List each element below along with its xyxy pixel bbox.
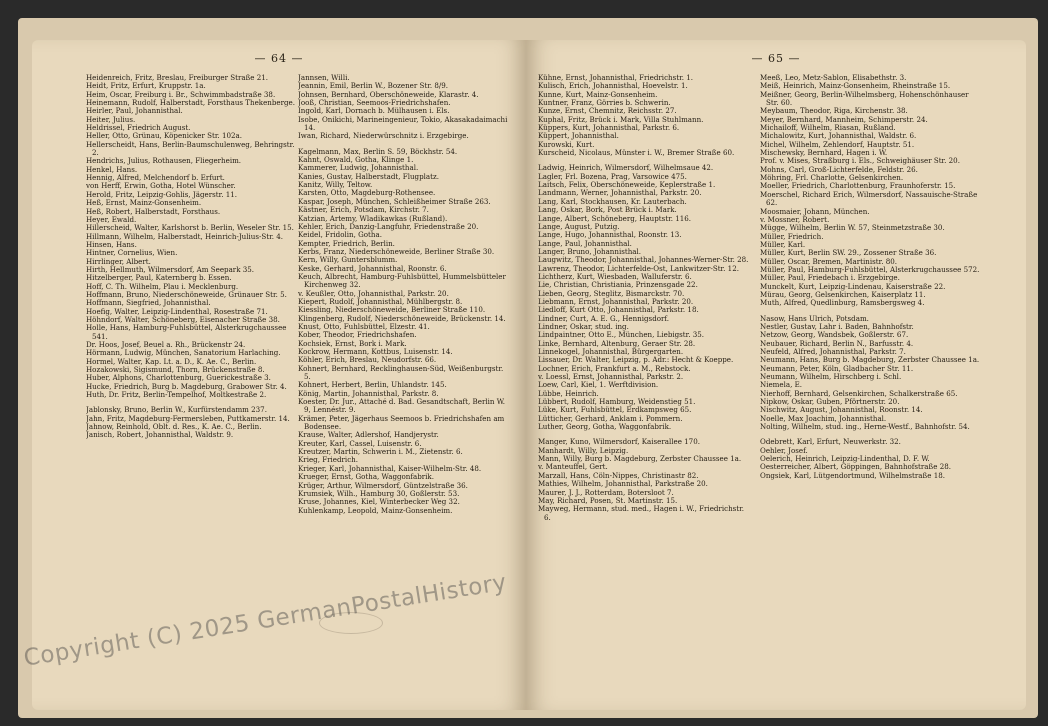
directory-entry: Hendrichs, Julius, Rothausen, Fliegerheim.	[86, 156, 242, 166]
directory-entry: Kagelmann, Max, Berlin S. 59, Böckhstr. 54.	[298, 146, 458, 156]
directory-entry: Huber, Alphons, Charlottenburg, Guerickestraße 3.	[86, 373, 271, 383]
directory-entry: Lübbe, Heinrich.	[538, 388, 599, 398]
directory-entry: Mann, Willy, Burg b. Magdeburg, Zerbster Chaussee 1a.	[538, 454, 742, 464]
directory-entry: Moeller, Friedrich, Charlottenburg, Fraunhoferstr. 15.	[760, 181, 956, 191]
directory-entry: Lüke, Kurt, Fuhlsbüttel, Erdkampsweg 65.	[538, 405, 692, 415]
directory-entry: Mügge, Wilhelm, Berlin W. 57, Steinmetzstraße 30.	[760, 223, 945, 233]
directory-entry: Hormel, Walter, Kap. Lt. a. D., K. Ae. C., Berlin.	[86, 356, 257, 366]
directory-entry: Lange, Albert, Schöneberg, Hauptstr. 116.	[538, 213, 692, 223]
directory-entry: Kulisch, Erich, Johannisthal, Hoevelstr. 1.	[538, 81, 688, 91]
directory-entry: Müller, Paul, Hamburg-Fuhlsbüttel, Alsterkrugchaussee 572.	[760, 264, 980, 274]
directory-entry: Manger, Kuno, Wilmersdorf, Kaiserallee 170.	[538, 437, 700, 447]
directory-entry: Laitsch, Felix, Oberschöneweide, Keplerstraße 1.	[538, 180, 716, 190]
directory-entry: Kanies, Gustav, Halberstadt, Flugplatz.	[298, 171, 439, 181]
directory-entry: Kohnert, Herbert, Berlin, Uhlandstr. 145.	[298, 380, 447, 390]
directory-entry: Meyer, Bernhard, Mannheim, Schimperstr. 24.	[760, 114, 928, 124]
directory-entry: Krieg, Friedrich.	[298, 455, 358, 465]
directory-entry: Kreuter, Karl, Cassel, Luisenstr. 6.	[298, 438, 422, 448]
directory-entry: Lawrenz, Theodor, Lichterfelde-Ost, Lankwitzer-Str. 12.	[538, 263, 739, 273]
directory-entry: von Herff, Erwin, Gotha, Hotel Wünscher.	[86, 181, 236, 191]
directory-entry: Kern, Willy, Guntersblumm.	[298, 255, 398, 265]
directory-entry: Kurscheid, Nicolaus, Münster i. W., Bremer Straße 60.	[538, 148, 735, 158]
directory-entry: Hirrlinger, Albert.	[86, 256, 151, 266]
directory-entry: Kanitz, Willy, Teltow.	[298, 180, 373, 190]
directory-entry: Müller, Oscar, Bremen, Martinistr. 80.	[760, 256, 898, 266]
directory-entry: Krueger, Ernst, Gotha, Waggonfabrik.	[298, 472, 434, 482]
directory-entry: Manhardt, Willy, Leipzig.	[538, 445, 629, 455]
directory-entry: Holle, Hans, Hamburg-Fuhlsbüttel, Alsterkrugchaussee 541.	[86, 323, 287, 341]
directory-entry: Neufeld, Alfred, Johannisthal, Parkstr. 7.	[760, 347, 906, 356]
directory-entry: Maurer, J. J., Rotterdam, Botersloot 7.	[538, 487, 674, 497]
directory-entry: Michel, Wilhelm, Zehlendorf, Hauptstr. 51.	[760, 139, 915, 149]
directory-entry: Meeß, Leo, Metz-Sablon, Elisabethstr. 3.	[760, 74, 907, 82]
directory-entry: Kaspar, Joseph, München, Schleißheimer Straße 263.	[298, 196, 491, 206]
directory-entry: Mathies, Wilhelm, Johannisthal, Parkstraße 20.	[538, 479, 708, 489]
directory-entry: Kahnt, Oswald, Gotha, Klinge 1.	[298, 155, 414, 165]
directory-entry: Kerbs, Franz, Niederschöneweide, Berliner Straße 30.	[298, 246, 495, 256]
directory-entry: Kiepert, Rudolf, Johannisthal, Mühlbergstr. 8.	[298, 296, 463, 306]
directory-entry: Koester, Dr. Jur., Attaché d. Bad. Gesandtschaft, Berlin W. 9, Lennéstr. 9.	[298, 397, 506, 415]
directory-entry: Moerschel, Richard Erich, Wilmersdorf, Nassauische-Straße 62.	[760, 189, 978, 208]
directory-entry: Nolting, Wilhelm, stud. ing., Herne-Westf., Bahnhofstr. 54.	[760, 422, 970, 432]
directory-entry: Krämer, Peter, Jägerhaus Seemoos b. Friedrichshafen am Bodensee.	[298, 413, 505, 432]
directory-entry: Loew, Carl, Kiel, 1. Werftdivision.	[538, 380, 659, 390]
directory-entry: Lieben, Georg, Steglitz, Bismarckstr. 70.	[538, 288, 685, 298]
directory-entry: Oehler, Josef.	[760, 445, 808, 455]
directory-entry: v. Manteuffel, Gert.	[538, 462, 608, 472]
directory-entry: Kuntner, Franz, Görries b. Schwerin.	[538, 98, 671, 108]
right-page-column-1	[538, 74, 750, 704]
directory-entry: Isobe, Onikichi, Marineingenieur, Tokio, Akasakadaimachi 14.	[298, 114, 508, 133]
directory-entry: Jablonsky, Bruno, Berlin W., Kurfürstendamm 237.	[86, 405, 267, 415]
directory-entry: Oelerich, Heinrich, Leipzig-Lindenthal, D. F. W.	[760, 454, 930, 464]
directory-entry: Müller, Kurt, Berlin SW. 29., Zossener Straße 36.	[760, 248, 937, 258]
directory-entry: Jahnow, Reinhold, Oblt. d. Res., K. Ae. C., Berlin.	[86, 422, 262, 432]
directory-entry: Odebrett, Karl, Erfurt, Neuwerkstr. 32.	[760, 437, 901, 447]
directory-entry: Linnekogel, Johannisthal, Bürgergarten.	[538, 347, 684, 356]
directory-entry: Hozakowski, Sigismund, Thorn, Brückenstraße 8.	[86, 365, 265, 375]
directory-entry: Lübbert, Rudolf, Hamburg, Weidenstieg 51.	[538, 397, 696, 407]
directory-entry: Lochner, Erich, Frankfurt a. M., Rebstock.	[538, 363, 691, 373]
directory-entry: Hillmann, Wilhelm, Halberstadt, Heinrich-Julius-Str. 4.	[86, 231, 283, 241]
directory-entry: Lang, Oskar, Bork, Post Brück i. Mark.	[538, 205, 677, 215]
directory-entry: Heidenreich, Fritz, Breslau, Freiburger Straße 21.	[86, 74, 269, 82]
directory-entry: Liebmann, Ernst, Johannisthal, Parkstr. 20.	[538, 296, 694, 306]
directory-entry: Müller, Karl.	[760, 239, 806, 249]
directory-entry: Mischewsky, Bernhard, Hagen i. W.	[760, 148, 888, 158]
directory-entry: Iwan, Richard, Niederwürschnitz i. Erzgebirge.	[298, 131, 469, 141]
directory-entry: Muth, Alfred, Quedlinburg, Ramsbergsweg 4.	[760, 298, 925, 308]
open-booklet	[18, 18, 1038, 718]
directory-entry: Küppers, Kurt, Johannisthal, Parkstr. 6.	[538, 123, 680, 133]
directory-entry: Janisch, Robert, Johannisthal, Waldstr. 9.	[86, 430, 234, 440]
directory-entry: Heiter, Julius.	[86, 114, 136, 124]
right-page-column-2	[760, 74, 982, 704]
directory-entry: Jeannin, Emil, Berlin W., Bozener Str. 8/9.	[298, 81, 449, 91]
directory-entry: Kurowski, Kurt.	[538, 139, 595, 149]
directory-entry: Kuhlenkamp, Leopold, Mainz-Gonsenheim.	[298, 505, 453, 515]
directory-entry: Keske, Gerhard, Johannisthal, Roonstr. 6.	[298, 263, 447, 273]
directory-entry: v. Loessl, Ernst, Johannisthal, Parkstr. 2.	[538, 372, 684, 382]
directory-entry: Kästner, Erich, Potsdam, Kirchstr. 7.	[298, 205, 429, 215]
directory-entry: Langer, Bruno, Johannisthal.	[538, 246, 642, 256]
directory-entry: Kockrow, Hermann, Kottbus, Luisenstr. 14.	[298, 347, 453, 356]
directory-entry: Prof. v. Mises, Straßburg i. Els., Schweighäuser Str. 20.	[760, 156, 960, 166]
directory-entry: Heidt, Fritz, Erfurt, Kruppstr. 1a.	[86, 81, 206, 91]
directory-entry: Oesterreicher, Albert, Göppingen, Bahnhofstraße 28.	[760, 462, 951, 472]
directory-entry: Hucke, Friedrich, Burg b. Magdeburg, Grabower Str. 4.	[86, 381, 287, 391]
directory-entry: König, Martin, Johannisthal, Parkstr. 8.	[298, 388, 439, 398]
directory-entry: Niemela, E.	[760, 380, 803, 390]
directory-entry: Heinemann, Rudolf, Halberstadt, Forsthaus Thekenberge.	[86, 98, 295, 108]
directory-entry: Munckelt, Kurt, Leipzig-Lindenau, Kaiserstraße 22.	[760, 281, 946, 291]
directory-entry: Krause, Walter, Adlershof, Handjerystr.	[298, 430, 439, 440]
directory-entry: Nierhoff, Bernhard, Gelsenkirchen, Schalkerstraße 65.	[760, 388, 958, 398]
directory-entry: Linke, Bernhard, Altenburg, Geraer Str. 28.	[538, 338, 696, 348]
directory-entry: Huth, Dr. Fritz, Berlin-Tempelhof, Moltkestraße 2.	[86, 390, 267, 400]
directory-entry: Krüger, Arthur, Wilmersdorf, Güntzelstraße 36.	[298, 480, 468, 490]
directory-entry: Meybaum, Theodor, Riga, Kirchenstr. 38.	[760, 106, 908, 116]
directory-entry: Lindner, Curt, A. E. G., Hennigsdorf.	[538, 313, 670, 323]
directory-entry: Hintner, Cornelius, Wien.	[86, 248, 178, 258]
directory-entry: Henkel, Hans.	[86, 164, 138, 174]
directory-entry: Heirler, Paul, Johannisthal.	[86, 106, 183, 116]
directory-entry: Karsten, Otto, Magdeburg-Rothensee.	[298, 188, 436, 198]
directory-entry: Ingold, Karl, Dornach b. Mülhausen i. Els.	[298, 106, 450, 116]
directory-entry: Mürau, Georg, Gelsenkirchen, Kaiserplatz 11.	[760, 289, 926, 299]
directory-entry: Höhndorf, Walter, Schöneberg, Eisenacher Straße 38.	[86, 314, 280, 324]
directory-entry: Mayweg, Hermann, stud. med., Hagen i. W., Friedrichstr. 6.	[538, 504, 744, 522]
directory-entry: Kunne, Kurt, Mainz-Gonsenheim.	[538, 89, 658, 99]
directory-entry: Lindner, Oskar, stud. ing.	[538, 321, 629, 331]
directory-entry: Kohnert, Bernhard, Recklinghausen-Süd, Weißenburgstr. 5.	[298, 363, 504, 382]
directory-entry: Lange, Hugo, Johannisthal, Roonstr. 13.	[538, 230, 682, 240]
directory-entry: Ladwig, Heinrich, Wilmersdorf, Wilhelmsaue 42.	[538, 163, 714, 173]
directory-entry: Hellerscheidt, Hans, Berlin-Baumschulenweg, Behringstr. 2.	[86, 139, 295, 158]
directory-entry: Lange, August, Putzig.	[538, 221, 620, 231]
right-page	[526, 40, 1026, 710]
directory-entry: Neubauer, Richard, Berlin N., Barfusstr. 4.	[760, 338, 914, 348]
copyright-watermark: Copyright (C) 2025 GermanPostalHistory	[22, 569, 509, 672]
directory-entry: Marzall, Hans, Cöln-Nippes, Christinastr 82.	[538, 470, 699, 480]
directory-entry: Michalowitz, Kurt, Johannisthal, Waldstr. 6.	[760, 131, 917, 141]
directory-entry: Hoffmann, Bruno, Niederschöneweide, Grünauer Str. 5.	[86, 289, 287, 299]
page-number-right: — 65 —	[751, 52, 801, 65]
directory-entry: Kochsiek, Ernst, Bork i. Mark.	[298, 338, 407, 348]
directory-entry: Küppert, Johannisthal.	[538, 131, 619, 141]
directory-entry: Hirth, Hellmuth, Wilmersdorf, Am Seepark 35.	[86, 264, 255, 274]
page-number-left: — 64 —	[254, 52, 304, 65]
directory-entry: Kuphal, Fritz, Brück i. Mark, Villa Stuhlmann.	[538, 114, 704, 124]
directory-entry: Klingenberg, Rudolf, Niederschöneweide, Brückenstr. 14.	[298, 313, 506, 323]
directory-entry: Jooß, Christian, Seemoos-Friedrichshafen.	[298, 98, 451, 108]
directory-entry: Lagler, Frl. Bozena, Prag, Varsowice 475.	[538, 171, 687, 181]
directory-entry: Lang, Karl, Stockhausen, Kr. Lauterbach.	[538, 196, 687, 206]
directory-entry: Kreutzer, Martin, Schwerin i. M., Zietenstr. 6.	[298, 447, 463, 457]
directory-entry: Katzian, Artemy, Wladikawkas (Rußland).	[298, 213, 448, 223]
directory-entry: Meißner, Georg, Berlin-Wilhelmsberg, Hohenschönhauser Str. 60.	[760, 89, 969, 108]
directory-entry: Nipkow, Oskar, Guben, Pförtnerstr. 20.	[760, 397, 900, 407]
directory-entry: Neumann, Hans, Burg b. Magdeburg, Zerbster Chaussee 1a.	[760, 355, 980, 365]
directory-entry: Hinsen, Hans.	[86, 239, 137, 249]
directory-entry: Knust, Otto, Fuhlsbüttel, Elzestr. 41.	[298, 321, 430, 331]
directory-entry: Krumsiek, Wilh., Hamburg 30, Goßlerstr. 53.	[298, 488, 460, 498]
directory-entry: Laugwitz, Theodor, Johannisthal, Johannes-Werner-Str. 28.	[538, 255, 749, 265]
directory-entry: Kruse, Johannes, Kiel, Winterbecker Weg 32.	[298, 497, 460, 507]
directory-entry: Heller, Otto, Grünau, Köpenicker Str. 102a.	[86, 131, 242, 141]
directory-entry: Hörmann, Ludwig, München, Sanatorium Harlaching.	[86, 348, 281, 358]
directory-entry: Lichtherz, Kurt, Wiesbaden, Walluferstr. 6.	[538, 271, 692, 281]
directory-entry: Herold, Fritz, Leipzig-Gohlis, Jägerstr. 11.	[86, 189, 237, 199]
directory-entry: Liedloff, Kurt Otto, Johannisthal, Parkstr. 18.	[538, 305, 699, 315]
directory-entry: Heim, Oscar, Freiburg i. Br., Schwimmbadstraße 38.	[86, 89, 276, 99]
directory-entry: Jahn, Fritz, Magdeburg-Fermersleben, Puttkamerstr. 14.	[86, 413, 290, 423]
directory-entry: Lindpaintner, Otto E., München, Liebigstr. 35.	[538, 330, 705, 340]
directory-entry: Netzow, Georg, Wandsbek, Goßlerstr. 67.	[760, 330, 909, 340]
directory-entry: Hitzelberger, Paul, Katernberg b. Essen.	[86, 273, 232, 283]
directory-entry: v. Mossner, Robert.	[760, 214, 830, 224]
directory-entry: Dr. Hoos, Josef, Beuel a. Rh., Brückenstr 24.	[86, 340, 246, 349]
directory-entry: Nischwitz, August, Johannisthal, Roonstr. 14.	[760, 405, 923, 415]
directory-entry: Krieger, Karl, Johannisthal, Kaiser-Wilhelm-Str. 48.	[298, 463, 482, 473]
directory-entry: Kunze, Ernst, Chemnitz, Reichsstr. 27.	[538, 106, 677, 116]
directory-entry: Lissauer, Dr. Walter, Leipzig, p. Adr.: Hecht & Koeppe.	[538, 355, 734, 365]
directory-entry: Kober, Theodor, Friedrichshafen.	[298, 330, 417, 340]
directory-entry: Müller, Paul, Friedebach i. Erzgebirge.	[760, 273, 900, 283]
directory-entry: Meiß, Heinrich, Mainz-Gonsenheim, Rheinstraße 15.	[760, 81, 951, 91]
directory-entry: v. Keußler, Otto, Johannisthal, Parkstr. 20.	[298, 288, 449, 298]
directory-entry: Neumann, Wilhelm, Hirschberg i. Schl.	[760, 372, 902, 382]
directory-entry: Noelle, Max Joachim, Johannisthal.	[760, 413, 887, 423]
directory-entry: Kammerer, Ludwig, Johannisthal.	[298, 163, 419, 173]
directory-entry: Hoff, C. Th. Wilhelm, Plau i. Mecklenburg.	[86, 281, 239, 291]
directory-entry: Heyer, Ewald.	[86, 214, 137, 224]
directory-entry: Lie, Christian, Christiania, Prinzensgade 22.	[538, 280, 698, 290]
directory-entry: Kühne, Ernst, Johannisthal, Friedrichstr. 1.	[538, 74, 693, 82]
directory-entry: Möhring, Frl. Charlotte, Gelsenkirchen.	[760, 173, 904, 183]
directory-entry: Johnsen, Bernhard, Oberschöneweide, Klarastr. 4.	[298, 89, 479, 99]
directory-entry: Keidel, Fridolin, Gotha.	[298, 230, 382, 240]
directory-entry: Kiessling, Niederschöneweide, Berliner Straße 110.	[298, 305, 486, 315]
directory-entry: Lange, Paul, Johannisthal.	[538, 238, 632, 248]
directory-entry: Hoffmann, Siegfried, Johannisthal.	[86, 298, 211, 308]
directory-entry: Hoefig, Walter, Leipzig-Lindenthal, Rosestraße 71.	[86, 306, 268, 316]
directory-entry: Heß, Robert, Halberstadt, Forsthaus.	[86, 206, 221, 216]
directory-entry: Michailoff, Wilhelm, Riasan, Rußland.	[760, 123, 896, 133]
directory-entry: Moosmaier, Johann, München.	[760, 206, 870, 216]
directory-entry: Köhler, Erich, Breslau, Neudorfstr. 66.	[298, 355, 437, 365]
directory-entry: Landmann, Werner, Johannisthal, Parkstr. 20.	[538, 188, 702, 198]
directory-entry: Jannsen, Willi.	[298, 74, 350, 82]
directory-entry: May, Richard, Posen, St. Martinstr. 15.	[538, 495, 678, 505]
directory-entry: Lütticher, Gerhard, Anklam i. Pommern.	[538, 413, 683, 423]
directory-entry: Hillerscheid, Walter, Karlshorst b. Berlin, Weseler Str. 15.	[86, 223, 294, 233]
directory-entry: Kehler, Erich, Danzig-Langfuhr, Friedenstraße 20.	[298, 221, 479, 231]
directory-entry: Müller, Friedrich.	[760, 231, 824, 241]
directory-entry: Hennig, Alfred, Melchendorf b. Erfurt.	[86, 173, 225, 183]
directory-entry: Keuch, Albrecht, Hamburg-Fuhlsbüttel, Hummelsbütteler Kirchenweg 32.	[298, 271, 506, 290]
directory-entry: Nestler, Gustav, Lahr i. Baden, Bahnhofstr.	[760, 321, 914, 331]
directory-entry: Heß, Ernst, Mainz-Gonsenheim.	[86, 198, 202, 208]
directory-entry: Nasow, Hans Ulrich, Potsdam.	[760, 313, 869, 323]
directory-entry: Neumann, Peter, Köln, Gladbacher Str. 11.	[760, 363, 914, 373]
directory-entry: Mohns, Carl, Groß-Lichterfelde, Feldstr. 26.	[760, 164, 918, 174]
directory-entry: Heldrissel, Friedrich August.	[86, 123, 191, 133]
directory-entry: Ongsiek, Karl, Lütgendortmund, Wilhelmstraße 18.	[760, 470, 945, 480]
directory-entry: Luther, Georg, Gotha, Waggonfabrik.	[538, 422, 672, 432]
directory-entry: Kempter, Friedrich, Berlin.	[298, 238, 395, 248]
